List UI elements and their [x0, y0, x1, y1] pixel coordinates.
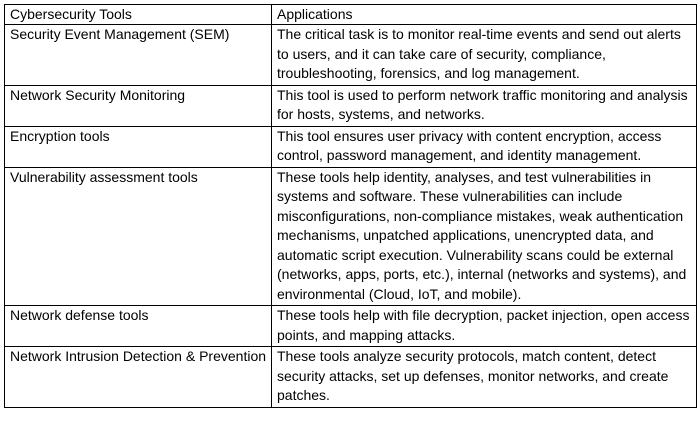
- table-row: [5, 347, 697, 408]
- cybersecurity-tools-table: [4, 4, 697, 408]
- tool-cell: Encryption tools: [5, 126, 272, 167]
- tool-cell: Network Security Monitoring: [5, 85, 272, 126]
- table-header-row: [5, 5, 697, 25]
- table-row: [5, 85, 697, 126]
- tool-cell: Vulnerability assessment tools: [5, 167, 272, 306]
- application-cell: These tools analyze security protocols, match content, detect security attacks, set up defenses, monitor networks, and create patches.: [272, 347, 697, 408]
- tool-cell: Network Intrusion Detection & Prevention: [5, 347, 272, 408]
- table-row: [5, 306, 697, 347]
- tool-cell: Network defense tools: [5, 306, 272, 347]
- table-row: [5, 167, 697, 306]
- table-row: [5, 25, 697, 86]
- tool-cell: Security Event Management (SEM): [5, 25, 272, 86]
- application-cell: The critical task is to monitor real-time events and send out alerts to users, and it can take care of security, compliance, troubleshooting, forensics, and log management.: [272, 25, 697, 86]
- application-cell: This tool is used to perform network traffic monitoring and analysis for hosts, systems, and networks.: [272, 85, 697, 126]
- application-cell: These tools help identity, analyses, and test vulnerabilities in systems and software. These vulnerabilities can include misconfigurations, non-compliance mistakes, weak authentication mechanisms, unpatched applications, unencrypted data, and automatic script execution. Vulnerability scans could be external (networks, apps, ports, etc.), internal (networks and systems), and environmental (Cloud, IoT, and mobile).: [272, 167, 697, 306]
- application-cell: This tool ensures user privacy with content encryption, access control, password management, and identity management.: [272, 126, 697, 167]
- column-header-applications: Applications: [272, 5, 697, 25]
- column-header-tools: Cybersecurity Tools: [5, 5, 272, 25]
- table-row: [5, 126, 697, 167]
- application-cell: These tools help with file decryption, packet injection, open access points, and mapping attacks.: [272, 306, 697, 347]
